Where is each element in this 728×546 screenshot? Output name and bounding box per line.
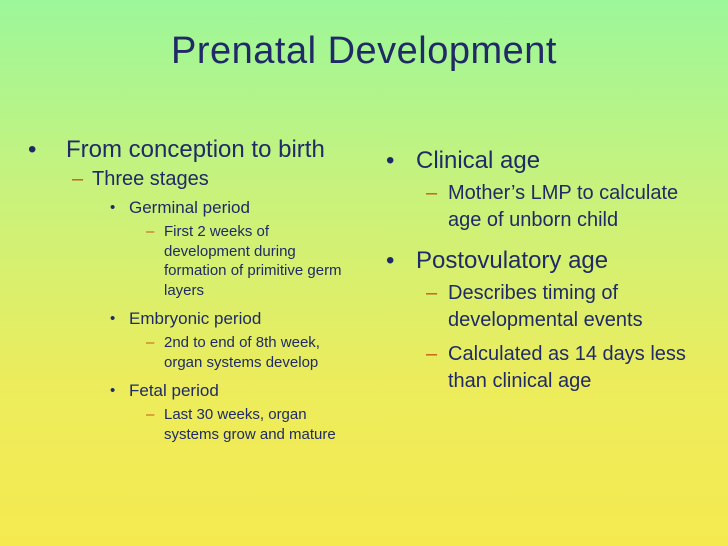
sub-bullet-three-stages (28, 166, 358, 193)
sub-bullet-text: Describes timing of developmental events (448, 282, 643, 331)
dash-icon: – (426, 282, 438, 304)
sub-bullet-mother-lmp (386, 180, 686, 233)
bullet-icon: • (386, 247, 395, 274)
bullet-clinical-age (386, 145, 686, 176)
detail-text: Last 30 weeks, organ systems grow and mature (164, 406, 336, 443)
bullet-embryonic-period (28, 308, 358, 330)
sub-bullet-text: Mother’s LMP to calculate age of unborn child (448, 182, 679, 231)
sub-bullet-describes-timing (386, 280, 686, 333)
bullet-text: Germinal period (129, 198, 250, 217)
bullet-icon: • (110, 310, 116, 327)
slide-title: Prenatal Development (171, 30, 557, 72)
detail-text: 2nd to end of 8th week, organ systems develop (164, 334, 320, 371)
right-column (386, 145, 686, 394)
bullet-text: Clinical age (416, 147, 541, 174)
bullet-icon: • (110, 382, 116, 399)
dash-icon: – (72, 168, 84, 190)
bullet-icon: • (386, 147, 395, 174)
bullet-text: Embryonic period (129, 309, 262, 328)
sub-bullet-text: Three stages (92, 168, 209, 190)
detail-germinal (28, 222, 358, 300)
bullet-text: From conception to birth (66, 136, 325, 163)
dash-icon: – (146, 334, 155, 351)
bullet-icon: • (110, 199, 116, 216)
bullet-postovulatory-age (386, 245, 686, 276)
bullet-germinal-period (28, 197, 358, 219)
bullet-text: Postovulatory age (416, 247, 609, 274)
sub-bullet-calculated (386, 341, 686, 394)
bullet-from-conception (28, 134, 358, 165)
detail-fetal (28, 405, 358, 444)
dash-icon: – (146, 223, 155, 240)
detail-text: First 2 weeks of development during formation of primitive germ layers (164, 223, 342, 299)
bullet-icon: • (28, 136, 37, 163)
dash-icon: – (426, 182, 438, 204)
left-column (28, 134, 358, 444)
bullet-fetal-period (28, 380, 358, 402)
bullet-text: Fetal period (129, 381, 219, 400)
sub-bullet-text: Calculated as 14 days less than clinical age (448, 343, 686, 392)
detail-embryonic (28, 333, 358, 372)
dash-icon: – (426, 343, 438, 365)
dash-icon: – (146, 406, 155, 423)
